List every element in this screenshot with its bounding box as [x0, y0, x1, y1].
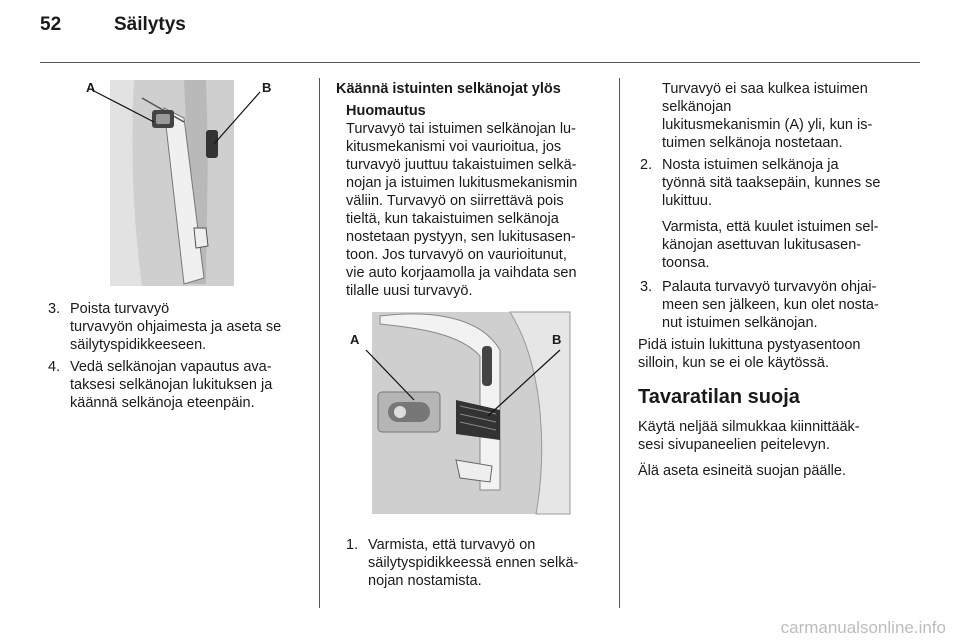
- figure-1-label-b: B: [262, 80, 272, 95]
- list-text: Varmista, että turvavyö on: [368, 537, 536, 553]
- figure-2-label-a: A: [350, 332, 360, 347]
- note-box: [346, 102, 616, 300]
- section-heading: Tavaratilan suoja: [638, 386, 800, 408]
- header-rule: [40, 62, 920, 63]
- list-text: turvavyön ohjaimesta ja aseta se: [70, 319, 282, 335]
- list-text: nut istuimen selkänojan.: [662, 315, 818, 331]
- list-text: meen sen jälkeen, kun olet nosta-: [662, 297, 879, 313]
- list-text: känojan asettuvan lukitusasen-: [662, 237, 862, 253]
- figure-seatbelt-holder: [84, 78, 280, 288]
- figure-2-label-b: B: [552, 332, 562, 347]
- body-text: Käytä neljää silmukkaa kiinnittääk-: [638, 419, 860, 435]
- figure-2-illustration: [340, 310, 572, 516]
- note-text: kitusmekanismi voi vaurioitua, jos: [346, 139, 562, 155]
- note-text: tilalle uusi turvavyö.: [346, 283, 473, 299]
- figure-1-illustration: [84, 78, 280, 288]
- step-1-continuation: [662, 80, 918, 152]
- list-text: toonsa.: [662, 255, 710, 271]
- list-text: säilytyspidikkeeseen.: [70, 337, 207, 353]
- list-number: 2.: [640, 157, 653, 173]
- list-text: Poista turvavyö: [70, 301, 170, 317]
- list-text: lukittuu.: [662, 193, 712, 209]
- list-text: työnnä sitä taaksepäin, kunnes se: [662, 175, 881, 191]
- figure-seatback-latch: [340, 310, 572, 516]
- watermark: carmanualsonline.info: [780, 618, 946, 637]
- note-text: tieltä, kun takaistuimen selkänoja: [346, 211, 559, 227]
- body-text: tuimen selkänoja nostetaan.: [662, 135, 843, 151]
- figure-1-label-a: A: [86, 80, 96, 95]
- column-divider-2: [619, 78, 620, 608]
- note-heading: Huomautus: [346, 103, 426, 119]
- paragraph-keep-locked: [638, 336, 918, 372]
- list-text: Varmista, että kuulet istuimen sel-: [662, 219, 879, 235]
- body-text: Turvavyö ei saa kulkea istuimen: [662, 81, 868, 97]
- section-subheading: Käännä istuinten selkänojat ylös: [336, 81, 561, 97]
- note-text: väliin. Turvavyö on siirrettävä pois: [346, 193, 564, 209]
- chapter-title: Säilytys: [114, 14, 186, 35]
- list-text: nojan nostamista.: [368, 573, 482, 589]
- body-text: lukitusmekanismin (A) yli, kun is-: [662, 117, 873, 133]
- list-text: säilytyspidikkeessä ennen selkä-: [368, 555, 579, 571]
- list-text: käännä selkänoja eteenpäin.: [70, 395, 255, 411]
- list-number: 4.: [48, 359, 61, 375]
- body-text: sesi sivupaneelien peitelevyn.: [638, 437, 830, 453]
- note-text: nojan ja istuimen lukitusmekanismin: [346, 175, 578, 191]
- list-number: 1.: [346, 537, 359, 553]
- body-text: selkänojan: [662, 99, 732, 115]
- body-text: Pidä istuin lukittuna pystyasentoon: [638, 337, 861, 353]
- paragraph-attach-loops: [638, 418, 918, 454]
- note-text: Turvavyö tai istuimen selkänojan lu-: [346, 121, 576, 137]
- body-text: silloin, kun se ei ole käytössä.: [638, 355, 830, 371]
- list-text: Palauta turvavyö turvavyön ohjai-: [662, 279, 877, 295]
- page-number: 52: [40, 14, 62, 35]
- list-number: 3.: [48, 301, 61, 317]
- list-text: Nosta istuimen selkänoja ja: [662, 157, 839, 173]
- note-text: nostetaan pystyyn, sen lukitusasen-: [346, 229, 576, 245]
- note-text: toon. Jos turvavyö on vaurioitunut,: [346, 247, 567, 263]
- column-divider-1: [319, 78, 320, 608]
- list-text: taksesi selkänojan lukituksen ja: [70, 377, 273, 393]
- list-number: 3.: [640, 279, 653, 295]
- list-text: Vedä selkänojan vapautus ava-: [70, 359, 272, 375]
- paragraph-no-objects: Älä aseta esineitä suojan päälle.: [638, 463, 846, 479]
- note-text: vie auto korjaamolla ja vaihdata sen: [346, 265, 577, 281]
- note-text: turvavyö juuttuu takaistuimen selkä-: [346, 157, 577, 173]
